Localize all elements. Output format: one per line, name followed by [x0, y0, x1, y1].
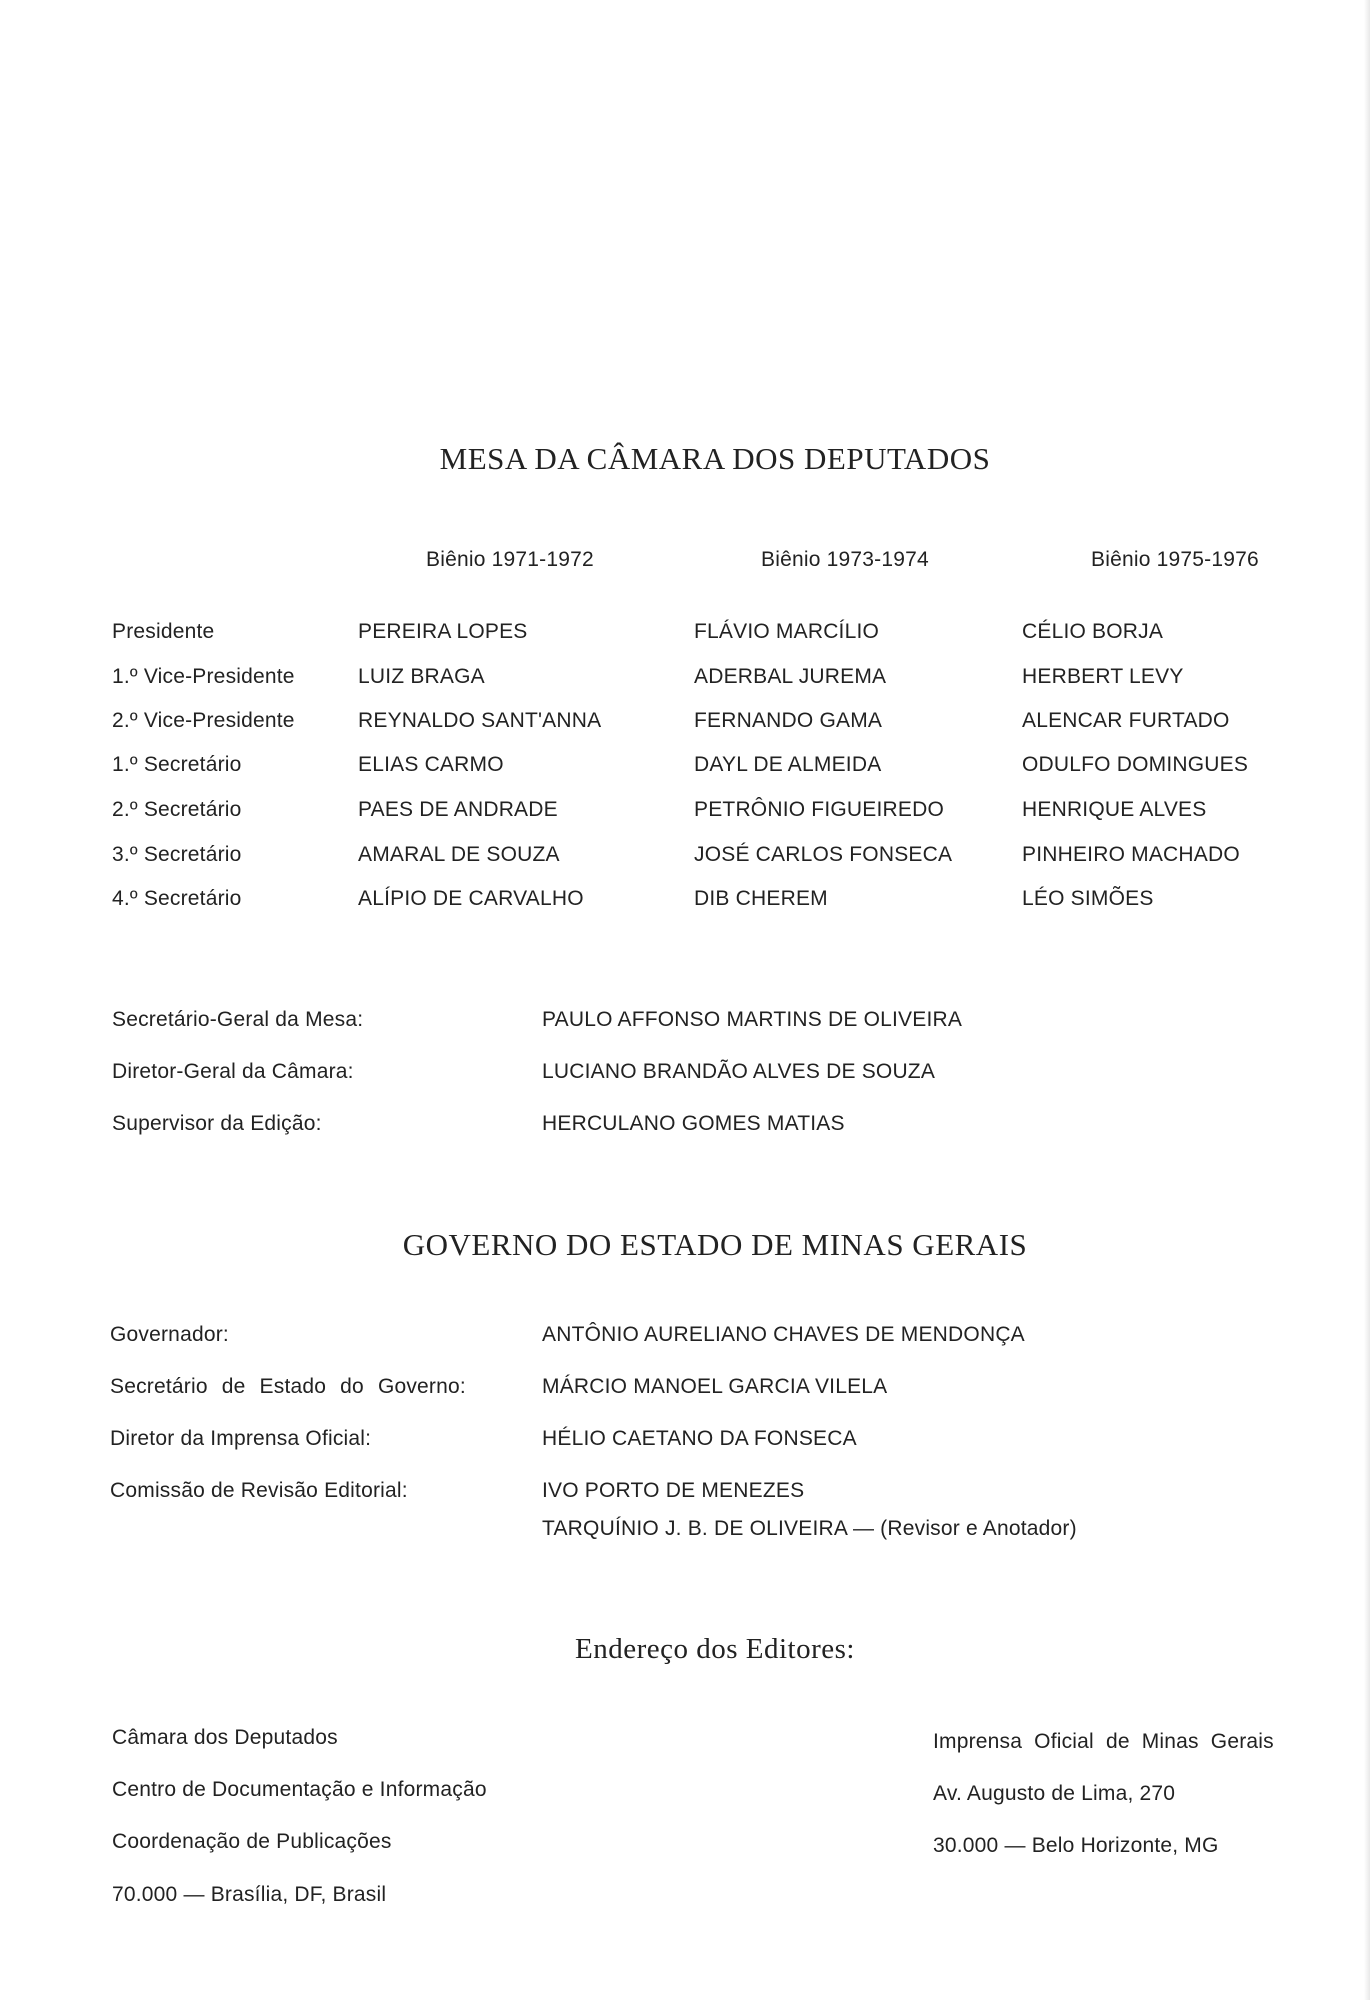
list-item	[0, 1060, 1370, 1090]
table-row	[0, 665, 1370, 695]
official-name: LUCIANO BRANDÃO ALVES DE SOUZA	[542, 1060, 936, 1083]
list-item	[0, 1323, 1370, 1353]
address-line: Câmara dos Deputados	[112, 1726, 338, 1749]
governo-label: Governador:	[110, 1323, 229, 1346]
official-name: HERCULANO GOMES MATIAS	[542, 1112, 845, 1135]
role-label: 4.º Secretário	[112, 887, 242, 910]
bienio-2-name: DAYL DE ALMEIDA	[694, 753, 882, 776]
official-label: Secretário-Geral da Mesa:	[112, 1008, 364, 1031]
list-item	[0, 1112, 1370, 1142]
bienio-3-name: HENRIQUE ALVES	[1022, 798, 1207, 821]
governo-name: IVO PORTO DE MENEZES	[542, 1479, 805, 1502]
bienio-3-name: LÉO SIMÕES	[1022, 887, 1154, 910]
bienio-3-name: CÉLIO BORJA	[1022, 620, 1164, 643]
list-item	[0, 1008, 1370, 1038]
address-line: Coordenação de Publicações	[112, 1830, 392, 1853]
role-label: 2.º Vice-Presidente	[112, 709, 295, 732]
bienio-1-name: REYNALDO SANT'ANNA	[358, 709, 602, 732]
bienio-1-name: PAES DE ANDRADE	[358, 798, 558, 821]
governo-name: HÉLIO CAETANO DA FONSECA	[542, 1427, 857, 1450]
table-row	[0, 620, 1370, 650]
bienio-2-name: FERNANDO GAMA	[694, 709, 883, 732]
enderecos-title: Endereço dos Editores:	[575, 1633, 855, 1665]
bienio-2-name: DIB CHEREM	[694, 887, 828, 910]
bienio-1-name: ALÍPIO DE CARVALHO	[358, 887, 584, 910]
bienio-1-name: LUIZ BRAGA	[358, 665, 485, 688]
mesa-title: MESA DA CÂMARA DOS DEPUTADOS	[439, 441, 991, 476]
bienio-2: Biênio 1973-1974	[761, 548, 929, 571]
bienio-3-name: ODULFO DOMINGUES	[1022, 753, 1249, 776]
governo-label: Secretário de Estado do Governo:	[110, 1375, 466, 1398]
governo-name: ANTÔNIO AURELIANO CHAVES DE MENDONÇA	[542, 1323, 1025, 1346]
address-line: Centro de Documentação e Informação	[112, 1778, 487, 1801]
official-label: Supervisor da Edição:	[112, 1112, 322, 1135]
list-item	[0, 1479, 1370, 1509]
address-line: Imprensa Oficial de Minas Gerais	[933, 1730, 1274, 1753]
bienio-1-name: AMARAL DE SOUZA	[358, 843, 560, 866]
bienio-3-name: ALENCAR FURTADO	[1022, 709, 1230, 732]
bienio-2-name: FLÁVIO MARCÍLIO	[694, 620, 880, 643]
role-label: 1.º Vice-Presidente	[112, 665, 295, 688]
bienio-2-name: JOSÉ CARLOS FONSECA	[694, 843, 953, 866]
address-line: Av. Augusto de Lima, 270	[933, 1782, 1176, 1805]
governo-name: MÁRCIO MANOEL GARCIA VILELA	[542, 1375, 888, 1398]
bienio-1: Biênio 1971-1972	[426, 548, 594, 571]
official-label: Diretor-Geral da Câmara:	[112, 1060, 354, 1083]
bienio-2-name: ADERBAL JUREMA	[694, 665, 887, 688]
role-label: 1.º Secretário	[112, 753, 242, 776]
bienio-3: Biênio 1975-1976	[1091, 548, 1259, 571]
role-label: 3.º Secretário	[112, 843, 242, 866]
list-item	[0, 1517, 1370, 1547]
table-row	[0, 753, 1370, 783]
bienio-1-name: ELIAS CARMO	[358, 753, 504, 776]
governo-label: Comissão de Revisão Editorial:	[110, 1479, 408, 1502]
address-line: 30.000 — Belo Horizonte, MG	[933, 1834, 1219, 1857]
table-row	[0, 887, 1370, 917]
official-name: PAULO AFFONSO MARTINS DE OLIVEIRA	[542, 1008, 963, 1031]
bienio-3-name: HERBERT LEVY	[1022, 665, 1184, 688]
governo-extra-name: TARQUÍNIO J. B. DE OLIVEIRA — (Revisor e Anotador)	[542, 1517, 1077, 1540]
bienio-1-name: PEREIRA LOPES	[358, 620, 528, 643]
governo-title: GOVERNO DO ESTADO DE MINAS GERAIS	[402, 1227, 1028, 1262]
list-item	[0, 1427, 1370, 1457]
address-line: 70.000 — Brasília, DF, Brasil	[112, 1883, 387, 1906]
list-item	[0, 1375, 1370, 1405]
governo-label: Diretor da Imprensa Oficial:	[110, 1427, 372, 1450]
bienio-header	[0, 548, 1370, 578]
bienio-2-name: PETRÔNIO FIGUEIREDO	[694, 798, 944, 821]
role-label: 2.º Secretário	[112, 798, 242, 821]
role-label: Presidente	[112, 620, 215, 643]
bienio-3-name: PINHEIRO MACHADO	[1022, 843, 1240, 866]
table-row	[0, 798, 1370, 828]
page-edge-shadow	[1364, 0, 1370, 2000]
table-row	[0, 843, 1370, 873]
table-row	[0, 709, 1370, 739]
